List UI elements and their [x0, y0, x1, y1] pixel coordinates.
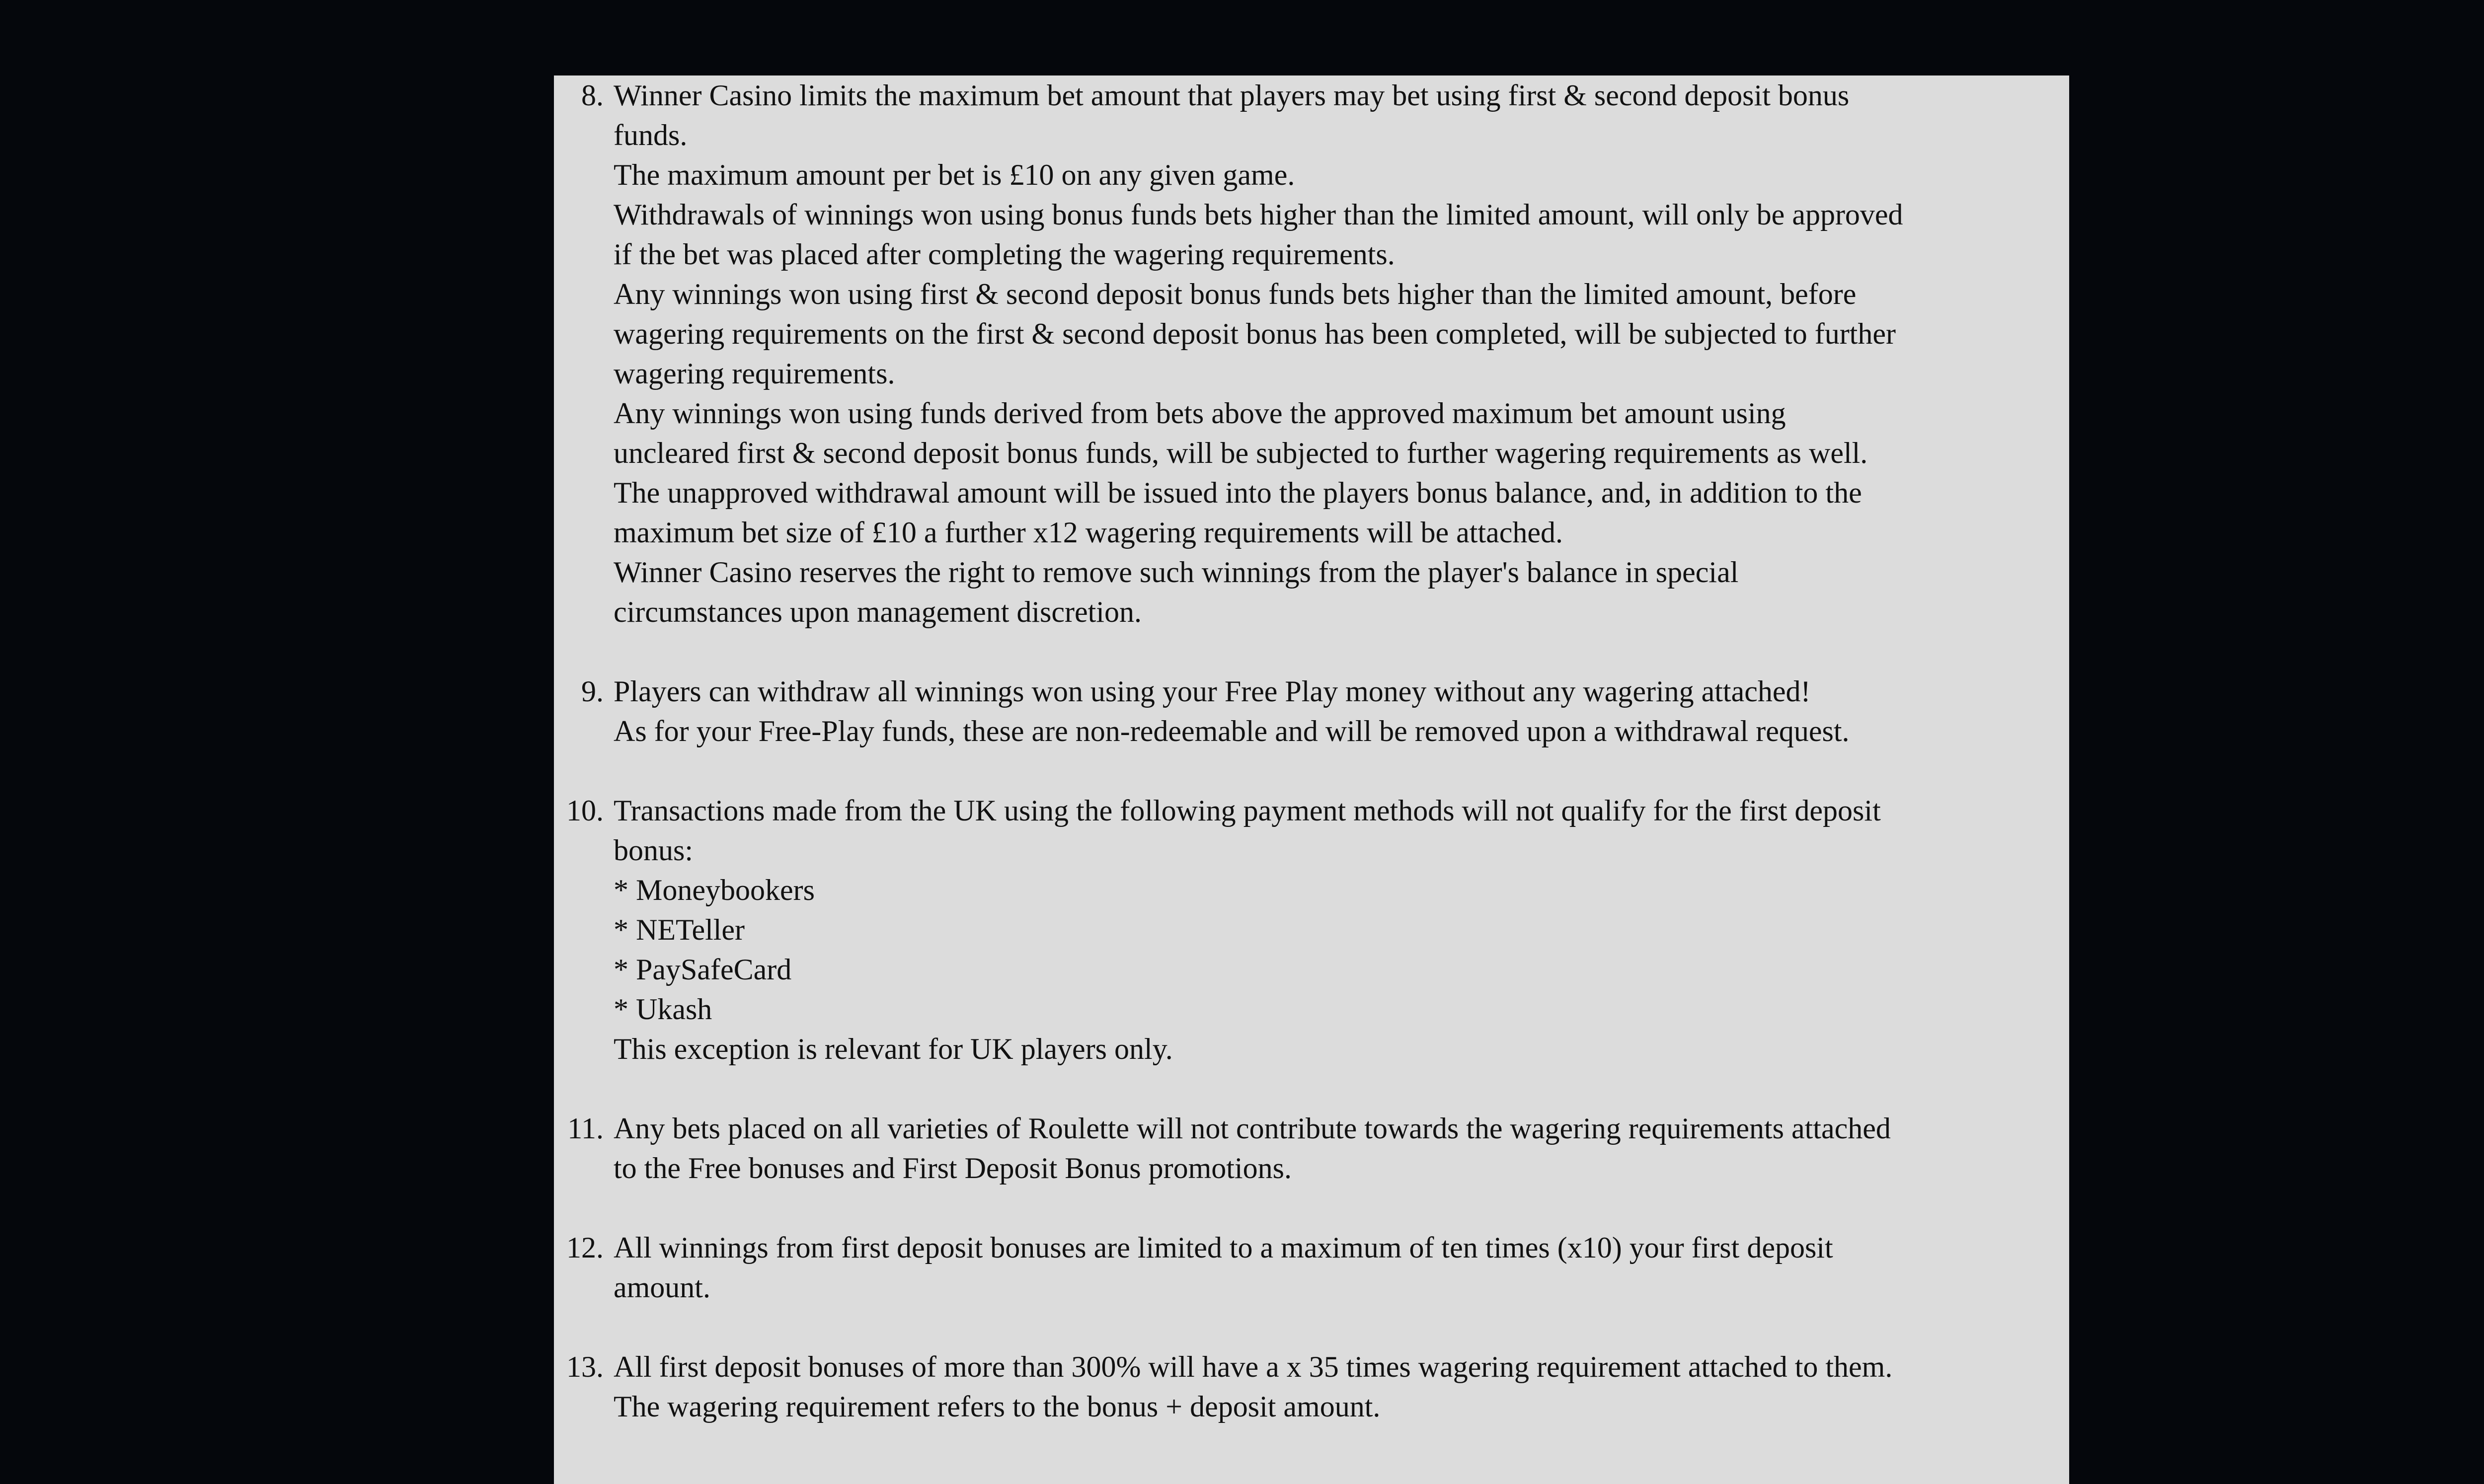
term-item-9 — [554, 671, 2069, 751]
term-line: Winner Casino limits the maximum bet amount that players may bet using first & second deposit bonus — [614, 79, 1850, 112]
term-item-13 — [554, 1347, 2069, 1426]
term-item-10 — [554, 791, 2069, 1069]
term-line: As for your Free-Play funds, these are non-redeemable and will be removed upon a withdrawal request. — [614, 715, 1850, 747]
term-number: 13. — [566, 1350, 604, 1383]
term-item-11 — [554, 1109, 2069, 1188]
term-line: The maximum amount per bet is £10 on any given game. — [614, 158, 1295, 191]
term-line: Any winnings won using funds derived from bets above the approved maximum bet amount using — [614, 397, 1786, 430]
term-line: * Ukash — [614, 993, 712, 1026]
term-item-8 — [554, 75, 2069, 632]
term-line: Winner Casino reserves the right to remove such winnings from the player's balance in special — [614, 556, 1739, 589]
term-line: * Moneybookers — [614, 874, 815, 906]
term-line: * NETeller — [614, 913, 745, 946]
term-line: to the Free bonuses and First Deposit Bonus promotions. — [614, 1152, 1292, 1185]
term-line: * PaySafeCard — [614, 953, 792, 986]
term-line: All first deposit bonuses of more than 300% will have a x 35 times wagering requirement attached to them. — [614, 1350, 1893, 1383]
term-line: funds. — [614, 119, 688, 151]
term-number: 11. — [567, 1112, 604, 1145]
term-line: The wagering requirement refers to the bonus + deposit amount. — [614, 1390, 1381, 1423]
term-line: Any winnings won using first & second deposit bonus funds bets higher than the limited amount, before — [614, 278, 1857, 310]
term-line: The unapproved withdrawal amount will be issued into the players bonus balance, and, in addition to the — [614, 476, 1862, 509]
term-number: 9. — [581, 675, 604, 708]
term-line: Transactions made from the UK using the following payment methods will not qualify for the first deposit — [614, 794, 1881, 827]
term-number: 12. — [566, 1231, 604, 1264]
term-line: Players can withdraw all winnings won using your Free Play money without any wagering attached! — [614, 675, 1811, 708]
term-line: wagering requirements on the first & second deposit bonus has been completed, will be subjected to further — [614, 317, 1896, 350]
term-line: bonus: — [614, 834, 694, 867]
term-line: if the bet was placed after completing the wagering requirements. — [614, 238, 1395, 271]
terms-page — [554, 75, 2069, 1484]
term-line: All winnings from first deposit bonuses are limited to a maximum of ten times (x10) your first deposit — [614, 1231, 1833, 1264]
term-line: Withdrawals of winnings won using bonus funds bets higher than the limited amount, will only be approved — [614, 198, 1903, 231]
term-line: circumstances upon management discretion. — [614, 595, 1142, 628]
term-line: This exception is relevant for UK players only. — [614, 1033, 1173, 1065]
term-line: Any bets placed on all varieties of Roulette will not contribute towards the wagering requirements attached — [614, 1112, 1891, 1145]
term-line: uncleared first & second deposit bonus funds, will be subjected to further wagering requirements as well. — [614, 437, 1868, 469]
term-line: maximum bet size of £10 a further x12 wagering requirements will be attached. — [614, 516, 1563, 549]
term-number: 10. — [566, 794, 604, 827]
term-line: amount. — [614, 1271, 710, 1304]
term-line: wagering requirements. — [614, 357, 895, 390]
term-item-12 — [554, 1228, 2069, 1307]
term-number: 8. — [581, 79, 604, 112]
